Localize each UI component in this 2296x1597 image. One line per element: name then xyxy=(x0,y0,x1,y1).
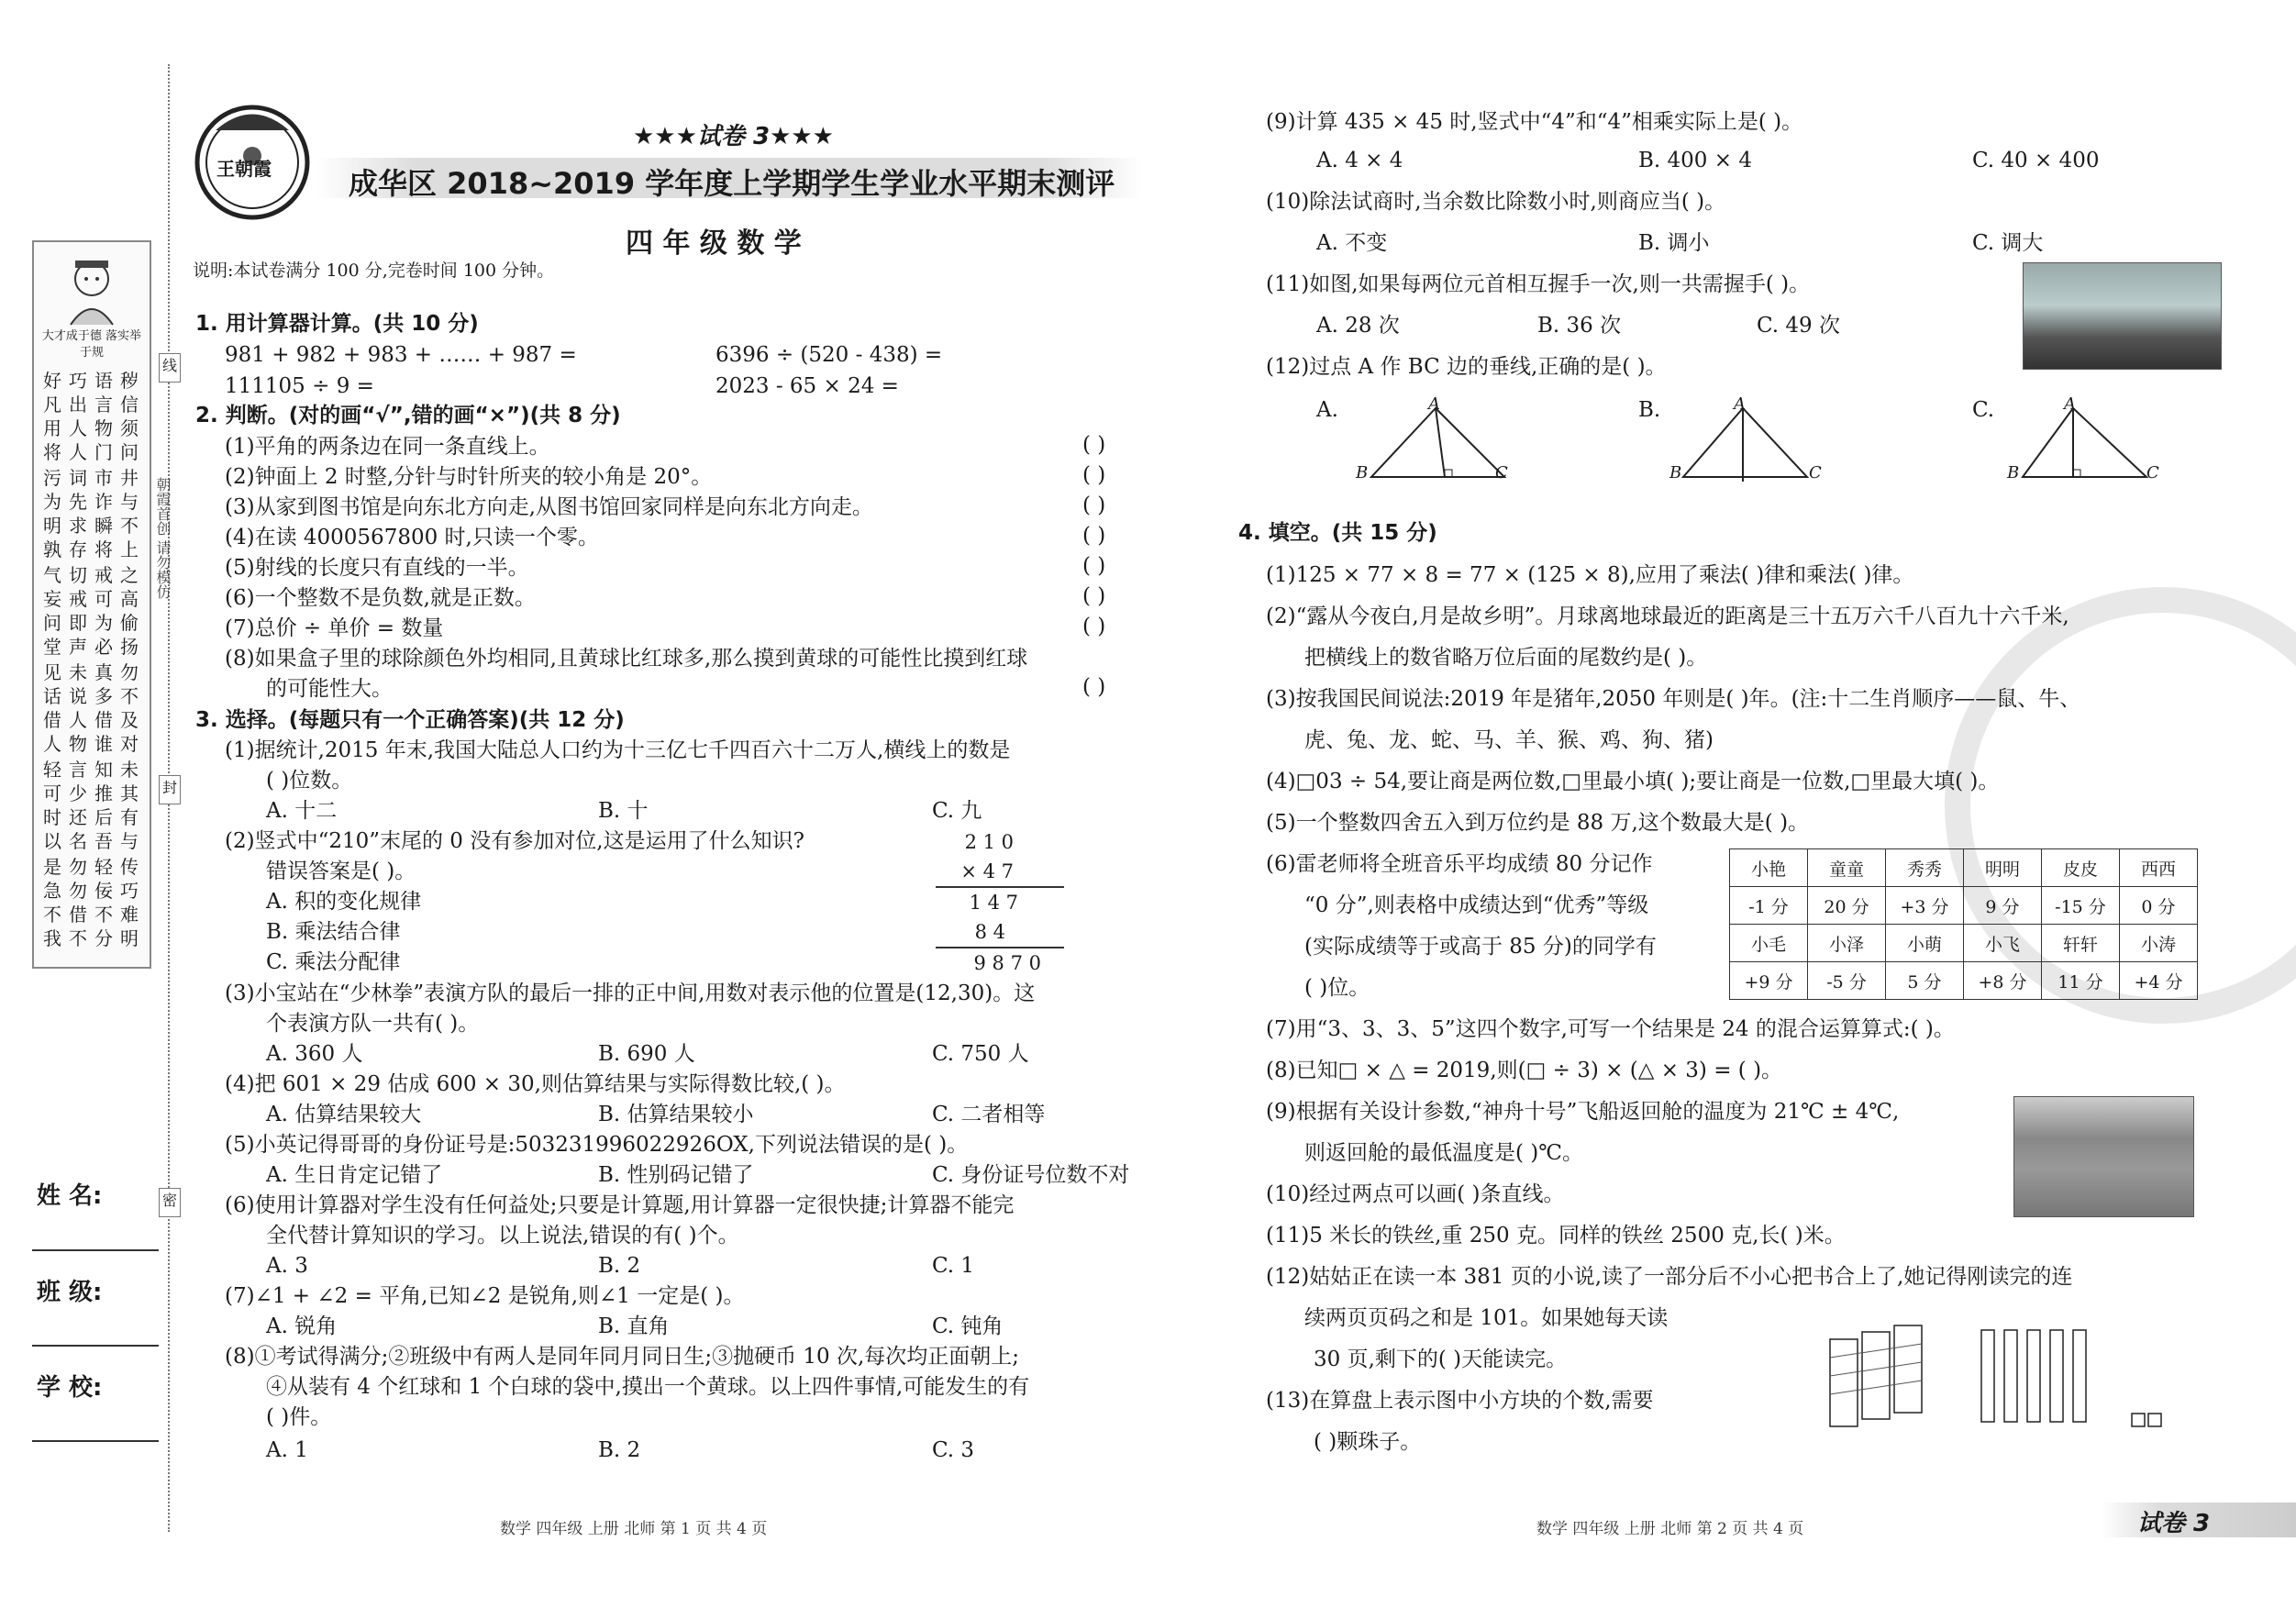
fill-line: (13)在算盘上表示图中小方块的个数,需要 xyxy=(1266,1389,1654,1413)
motto-cell: 轻可时以 xyxy=(43,759,61,852)
choice-q10: (10)除法试商时,当余数比除数小时,则商应当( )。 xyxy=(1266,190,1726,214)
fill-line: (实际成绩等于或高于 85 分)的同学有 xyxy=(1304,935,1657,959)
table-row xyxy=(1730,925,2198,962)
calc-row: 2 1 0 xyxy=(964,831,1014,853)
cut-mark-1: 线 xyxy=(159,353,181,383)
choice-q8-c: C. 3 xyxy=(932,1438,975,1462)
choice-q7-b: B. 直角 xyxy=(598,1314,670,1338)
choice-q12-a: A. xyxy=(1316,398,1338,422)
motto-cell: 知推后吾 xyxy=(94,759,113,852)
table-cell: 9 分 xyxy=(1964,887,2042,925)
choice-q3-b: B. 690 人 xyxy=(598,1042,695,1066)
choice-q1-cont: ( )位数。 xyxy=(266,769,353,793)
calc-row: 9 8 7 0 xyxy=(973,952,1041,974)
choice-q7-c: C. 钝角 xyxy=(932,1314,1004,1338)
choice-q8-a: A. 1 xyxy=(266,1438,308,1462)
motto-cell: 言少还名 xyxy=(69,759,87,852)
table-cell: -1 分 xyxy=(1730,887,1808,925)
name-field-label: 姓 名: xyxy=(37,1182,103,1210)
motto-sidebar xyxy=(32,240,151,969)
choice-q11-b: B. 36 次 xyxy=(1537,314,1622,338)
choice-q4-c: C. 二者相等 xyxy=(932,1103,1046,1126)
choice-q11-a: A. 28 次 xyxy=(1316,314,1400,338)
table-cell: 轩轩 xyxy=(2042,925,2120,962)
section-1-title: 1. 用计算器计算。(共 10 分) xyxy=(195,312,479,336)
judge-item: (6)一个整数不是负数,就是正数。 xyxy=(225,586,536,610)
tri-a-c: C xyxy=(1495,463,1508,482)
choice-q10-b: B. 调小 xyxy=(1638,231,1710,255)
choice-q3-cont: 个表演方队一共有( )。 xyxy=(266,1012,480,1036)
choice-q4-b: B. 估算结果较小 xyxy=(598,1103,754,1126)
table-cell: 明明 xyxy=(1964,849,2042,887)
choice-q2: (2)竖式中“210”末尾的 0 没有参加对位,这是运用了什么知识? xyxy=(225,829,804,853)
page-2-footer: 数学 四年级 上册 北师 第 2 页 共 4 页 xyxy=(1536,1520,1804,1538)
choice-q5-c: C. 身份证号位数不对 xyxy=(932,1163,1130,1187)
motto-text: 大才成于德 落实举于规 xyxy=(41,329,142,360)
fill-line: (6)雷老师将全班音乐平均成绩 80 分记作 xyxy=(1266,852,1653,876)
fill-line: (9)根据有关设计参数,“神舟十号”飞船返回舱的温度为 21℃ ± 4℃, xyxy=(1266,1100,1900,1124)
choice-q1-b: B. 十 xyxy=(598,799,649,823)
tri-b-b: B xyxy=(1669,463,1682,482)
choice-q9-a: A. 4 × 4 xyxy=(1316,149,1403,172)
tri-b-c: C xyxy=(1809,463,1822,482)
choice-q2-a: A. 积的变化规律 xyxy=(266,890,422,914)
choice-q6-b: B. 2 xyxy=(598,1254,641,1278)
judge-answer-2[interactable]: ( ) xyxy=(1082,463,1106,487)
fill-line: (4)□03 ÷ 54,要让商是两位数,□里最小填( );要让商是一位数,□里最大填( )。 xyxy=(1266,770,2000,793)
calc-row: 8 4 xyxy=(936,917,1064,948)
side-note: 朝霞首创 请勿模仿 xyxy=(154,477,172,600)
choice-q10-a: A. 不变 xyxy=(1316,231,1388,255)
table-cell: 秀秀 xyxy=(1886,849,1964,887)
tri-c-c: C xyxy=(2146,463,2159,482)
judge-item: (7)总价 ÷ 单价 = 数量 xyxy=(225,616,444,640)
motto-cell: 词先求存 xyxy=(69,467,87,560)
judge-answer-8[interactable]: ( ) xyxy=(1082,675,1106,699)
motto-cell: 未其有与 xyxy=(120,759,139,852)
motto-cell: 勿勿借不 xyxy=(69,856,87,949)
calc-item-4: 2023 - 65 × 24 = xyxy=(715,374,899,398)
choice-q12-c: C. xyxy=(1972,398,1995,422)
judge-item: (8)如果盒子里的球除颜色外均相同,且黄球比红球多,那么摸到黄球的可能性比摸到红球 xyxy=(225,647,1028,671)
choice-q3-c: C. 750 人 xyxy=(932,1042,1029,1066)
choice-q6-cont: 全代替计算知识的学习。以上说法,错误的有( )个。 xyxy=(266,1224,739,1248)
table-cell: 小飞 xyxy=(1964,925,2042,962)
choice-q1-c: C. 九 xyxy=(932,799,982,823)
fill-line: (7)用“3、3、3、5”这四个数字,可写一个结果是 24 的混合运算算式:( )。 xyxy=(1266,1017,1955,1041)
choice-q6: (6)使用计算器对学生没有任何益处;只要是计算题,用计算器一定很快捷;计算器不能完 xyxy=(225,1193,1015,1217)
judge-item: (2)钟面上 2 时整,分针与时针所夹的较小角是 20°。 xyxy=(225,465,713,489)
fill-line: (12)姑姑正在读一本 381 页的小说,读了一部分后不小心把书合上了,她记得刚读完的连 xyxy=(1266,1265,2073,1289)
choice-q6-a: A. 3 xyxy=(266,1254,308,1278)
fill-line: 30 页,剩下的( )天能读完。 xyxy=(1314,1347,1568,1371)
table-cell: 小艳 xyxy=(1730,849,1808,887)
summit-photo xyxy=(2023,262,2222,370)
fill-line: 虎、兔、龙、蛇、马、羊、猴、鸡、狗、猪) xyxy=(1304,728,1714,752)
table-cell: 0 分 xyxy=(2120,887,2198,925)
table-cell: 小萌 xyxy=(1886,925,1964,962)
page-tag: 试卷 3 xyxy=(2137,1510,2211,1537)
unit-cubes xyxy=(2130,1411,2167,1429)
calc-item-3: 111105 ÷ 9 = xyxy=(225,374,374,398)
fill-line: (5)一个整数四舍五入到万位约是 88 万,这个数最大是( )。 xyxy=(1266,811,1810,835)
section-2-title: 2. 判断。(对的画“√”,错的画“×”)(共 8 分) xyxy=(195,404,621,427)
hundreds-blocks xyxy=(1821,1321,1949,1431)
choice-q5: (5)小英记得哥哥的身份证号是:503231996022926OX,下列说法错误的是( )。 xyxy=(225,1133,969,1157)
judge-item: (4)在读 4000567800 时,只读一个零。 xyxy=(225,526,599,549)
table-row xyxy=(1730,887,2198,925)
section-4-title: 4. 填空。(共 15 分) xyxy=(1238,521,1437,545)
tri-c-vertex: A xyxy=(2064,394,2076,414)
logo-text: 王朝霞 xyxy=(216,158,272,180)
calc-item-1: 981 + 982 + 983 + …… + 987 = xyxy=(225,343,577,367)
choice-q9-c: C. 40 × 400 xyxy=(1972,149,2100,172)
choice-q12: (12)过点 A 作 BC 边的垂线,正确的是( )。 xyxy=(1266,355,1667,379)
score-table xyxy=(1729,848,2198,1000)
motto-cell: 巧出人人 xyxy=(69,370,87,463)
motto-cell: 切戒即声 xyxy=(69,564,87,658)
motto-columns xyxy=(39,369,146,956)
judge-answer-5[interactable]: ( ) xyxy=(1082,554,1106,578)
table-cell: 皮皮 xyxy=(2042,849,2120,887)
motto-cell: 戒可为必 xyxy=(94,564,113,658)
class-field-line[interactable] xyxy=(32,1345,159,1347)
fill-line: ( )颗珠子。 xyxy=(1314,1430,1422,1454)
choice-q2-c: C. 乘法分配律 xyxy=(266,950,401,974)
table-cell: -15 分 xyxy=(2042,887,2120,925)
fill-line: 续两页页码之和是 101。如果她每天读 xyxy=(1304,1306,1669,1330)
fill-line: (11)5 米长的铁丝,重 250 克。同样的铁丝 2500 克,长( )米。 xyxy=(1266,1224,1846,1248)
cut-mark-3: 密 xyxy=(159,1188,181,1217)
motto-cell: 轻佞不分 xyxy=(94,856,113,949)
choice-q3: (3)小宝站在“少林拳”表演方队的最后一排的正中间,用数对表示他的位置是(12,30)。这 xyxy=(225,981,1036,1005)
table-cell: 小泽 xyxy=(1808,925,1886,962)
judge-item: (5)射线的长度只有直线的一半。 xyxy=(225,556,529,580)
choice-q2-cont: 错误答案是( )。 xyxy=(266,859,416,883)
fill-line: (3)按我国民间说法:2019 年是猪年,2050 年则是( )年。(注:十二生肖顺序——鼠、牛、 xyxy=(1266,687,2081,711)
motto-cell: 见话借人 xyxy=(43,661,61,755)
table-cell: +4 分 xyxy=(2120,962,2198,1000)
motto-cell: 未说人物 xyxy=(69,661,87,755)
exam-note: 说明:本试卷满分 100 分,完卷时间 100 分钟。 xyxy=(193,261,555,281)
choice-q11: (11)如图,如果每两位元首相互握手一次,则一共需握手( )。 xyxy=(1266,272,1811,296)
school-field-line[interactable] xyxy=(32,1440,159,1442)
tri-a-b: B xyxy=(1356,463,1369,482)
exam-badge: ★★★试卷 3★★★ xyxy=(633,123,834,150)
choice-q4-a: A. 估算结果较大 xyxy=(266,1103,422,1126)
fill-line: (1)125 × 77 × 8 = 77 × (125 × 8),应用了乘法( )律和乘法( )律。 xyxy=(1266,563,1914,587)
choice-q8: (8)①考试得满分;②班级中有两人是同年同月同日生;③抛硬币 10 次,每次均正面朝上; xyxy=(225,1345,1020,1369)
choice-q8-cont: ( )件。 xyxy=(266,1405,332,1429)
capsule-photo xyxy=(2013,1096,2194,1217)
calc-row: × 4 7 xyxy=(936,857,1064,888)
page-1-footer: 数学 四年级 上册 北师 第 1 页 共 4 页 xyxy=(500,1520,768,1538)
table-cell: 5 分 xyxy=(1886,962,1964,1000)
motto-cell: 之高偷扬 xyxy=(120,564,139,658)
scholar-illustration xyxy=(52,248,131,327)
table-row xyxy=(1730,962,2198,1000)
table-cell: 小涛 xyxy=(2120,925,2198,962)
fill-line: (10)经过两点可以画( )条直线。 xyxy=(1266,1182,1565,1206)
judge-answer-6[interactable]: ( ) xyxy=(1082,584,1106,608)
name-field-line[interactable] xyxy=(32,1249,159,1251)
motto-cell: 语言物门 xyxy=(94,370,113,463)
choice-q1-a: A. 十二 xyxy=(266,799,338,823)
table-cell: 西西 xyxy=(2120,849,2198,887)
motto-cell: 好凡用将 xyxy=(43,370,61,463)
motto-cell: 是急不我 xyxy=(43,856,61,949)
fill-line: “0 分”,则表格中成绩达到“优秀”等级 xyxy=(1304,893,1649,917)
motto-cell: 污为明孰 xyxy=(43,467,61,560)
tri-a-vertex: A xyxy=(1428,394,1440,414)
motto-cell: 秽信须问 xyxy=(120,370,139,463)
table-cell: +3 分 xyxy=(1886,887,1964,925)
choice-q12-b: B. xyxy=(1638,398,1661,422)
choice-q8-b: B. 2 xyxy=(598,1438,641,1462)
choice-q6-c: C. 1 xyxy=(932,1254,975,1278)
motto-cell: 气妄问堂 xyxy=(43,564,61,658)
table-row xyxy=(1730,849,2198,887)
judge-item-cont: 的可能性大。 xyxy=(266,677,393,701)
choice-q3-a: A. 360 人 xyxy=(266,1042,363,1066)
exam-title: 成华区 2018~2019 学年度上学期学生学业水平期末测评 xyxy=(349,166,1115,201)
choice-q9-b: B. 400 × 4 xyxy=(1638,149,1752,172)
choice-q5-b: B. 性别码记错了 xyxy=(598,1163,754,1187)
choice-q2-b: B. 乘法结合律 xyxy=(266,920,401,944)
motto-cell: 井与不上 xyxy=(120,467,139,560)
fill-line: 把横线上的数省略万位后面的尾数约是( )。 xyxy=(1304,646,1708,670)
choice-q1: (1)据统计,2015 年末,我国大陆总人口约为十三亿七千四百六十二万人,横线上的数是 xyxy=(225,738,1011,762)
choice-q8-cont: ④从装有 4 个红球和 1 个白球的袋中,摸出一个黄球。以上四件事情,可能发生的有 xyxy=(266,1375,1030,1399)
exam-subject: 四 年 级 数 学 xyxy=(626,227,802,260)
judge-answer-7[interactable]: ( ) xyxy=(1082,615,1106,638)
calc-row: 1 4 7 xyxy=(969,892,1018,914)
tens-rods xyxy=(1977,1325,2105,1426)
school-field-label: 学 校: xyxy=(37,1374,103,1402)
fill-line: (2)“露从今夜白,月是故乡明”。月球离地球最近的距离是三十五万六千八百九十六千米, xyxy=(1266,604,2069,628)
fill-line: 则返回舱的最低温度是( )℃。 xyxy=(1304,1141,1583,1165)
judge-answer-3[interactable]: ( ) xyxy=(1082,494,1106,517)
motto-cell: 真多借谁 xyxy=(94,661,113,755)
cut-mark-2: 封 xyxy=(159,775,181,804)
table-cell: -5 分 xyxy=(1808,962,1886,1000)
judge-item: (3)从家到图书馆是向东北方向走,从图书馆回家同样是向东北方向走。 xyxy=(225,495,873,519)
section-3-title: 3. 选择。(每题只有一个正确答案)(共 12 分) xyxy=(195,708,625,732)
class-field-label: 班 级: xyxy=(37,1279,103,1306)
motto-cell: 市诈瞬将 xyxy=(94,467,113,560)
choice-q5-a: A. 生日肯定记错了 xyxy=(266,1163,443,1187)
motto-grid xyxy=(39,369,142,950)
calc-item-2: 6396 ÷ (520 - 438) = xyxy=(715,343,943,367)
tri-c-b: B xyxy=(2007,463,2020,482)
choice-q4: (4)把 601 × 29 估成 600 × 30,则估算结果与实际得数比较,( )。 xyxy=(225,1072,846,1096)
motto-cell: 勿不及对 xyxy=(120,661,139,755)
choice-q10-c: C. 调大 xyxy=(1972,231,2044,255)
choice-q11-c: C. 49 次 xyxy=(1757,314,1840,338)
table-cell: 小毛 xyxy=(1730,925,1808,962)
choice-q7: (7)∠1 + ∠2 = 平角,已知∠2 是锐角,则∠1 一定是( )。 xyxy=(225,1284,745,1308)
table-cell: +9 分 xyxy=(1730,962,1808,1000)
table-cell: +8 分 xyxy=(1964,962,2042,1000)
fill-line: ( )位。 xyxy=(1304,976,1370,1000)
fill-line: (8)已知□ × △ = 2019,则(□ ÷ 3) × (△ × 3) = ( )。 xyxy=(1266,1059,1783,1082)
vertical-calculation xyxy=(936,827,1064,978)
tri-b-vertex: A xyxy=(1734,394,1746,414)
judge-answer-4[interactable]: ( ) xyxy=(1082,524,1106,548)
judge-item: (1)平角的两条边在同一条直线上。 xyxy=(225,435,550,459)
motto-cell: 传巧难明 xyxy=(120,856,139,949)
table-cell: 20 分 xyxy=(1808,887,1886,925)
judge-answer-1[interactable]: ( ) xyxy=(1082,433,1106,457)
choice-q7-a: A. 锐角 xyxy=(266,1314,338,1338)
table-cell: 童童 xyxy=(1808,849,1886,887)
choice-q9: (9)计算 435 × 45 时,竖式中“4”和“4”相乘实际上是( )。 xyxy=(1266,110,1803,134)
table-cell: 11 分 xyxy=(2042,962,2120,1000)
